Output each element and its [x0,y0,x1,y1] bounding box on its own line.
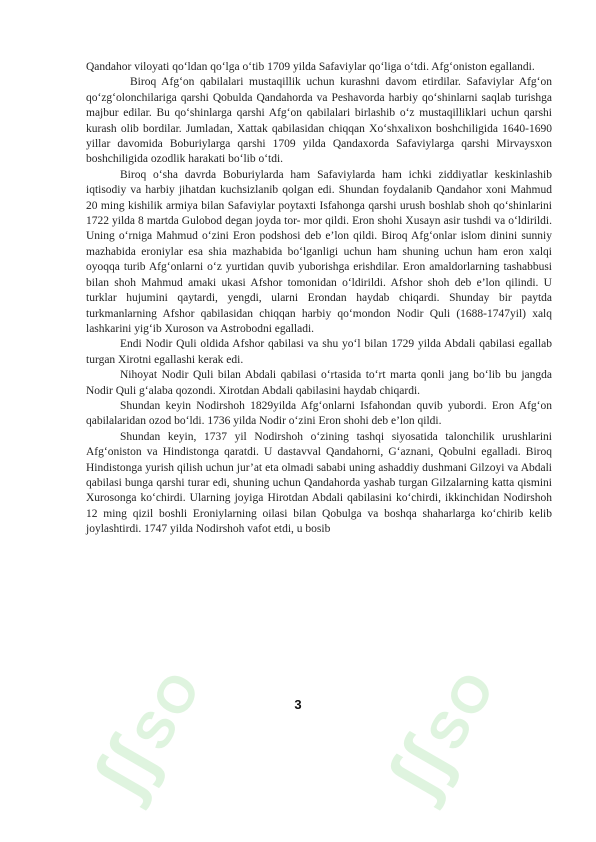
paragraph: Qandahor viloyati qo‘ldan qo‘lga o‘tib 1709 yilda Safaviylar qo‘liga o‘tdi. Afg‘oniston egallandi. [86,61,535,73]
paragraph: Nihoyat Nodir Quli bilan Abdali qabilasi o‘rtasida to‘rt marta qonli jang bo‘lib bu jangda Nodir Quli g‘alaba qozondi. Xirotdan Abdali qabilasini haydab chiqardi. [86,369,552,397]
paragraph: Biroq o‘sha davrda Boburiylarda ham Safaviylarda ham ichki ziddiyatlar keskinlashib iqtisodiy va harbiy jihatdan kuchsizlanib qolgan edi. Shundan foydalanib Qandahor xoni Mahmud 20 ming kishilik armiya bilan Safaviylar poytaxti Isfahonga qarshi urush boshlab shoh qo‘shinlarini 1722 yilda 8 martda Gulobod degan joyda tor- mor qildi. Eron shohi Xusayn asir tushdi va o‘ldirildi. Uning o‘rniga Mahmud o‘zini Eron podshosi deb e’lon qildi. Biroq Afg‘onlar islom dinini sunniy mazhabida eroniylar esa shia mazhabida bo‘lganligi uchun ham shuning uchun ham eron xalqi oyoqqa turib Afg‘onlarni o‘z yurtidan quvib yuborishga erishdilar. Eron amaldorlarning tashabbusi bilan shoh Mahmud amaki ukasi Afshor tomonidan o‘ldirildi. Afshor shoh deb e’lon qilindi. U turklar hujumini qaytardi, yengdi, ularni Erondan haydab chiqardi. Shunday bir paytda turkmanlarning Afshor qabilasidan chiqqan harbiy qo‘mondon Nodir Quli (1688-1747yil) xalq lashkarini yig‘ib Xuroson va Astrobodni egalladi. [86,168,552,335]
paragraph: Endi Nodir Quli oldida Afshor qabilasi va shu yo‘l bilan 1729 yilda Abdali qabilasi egallab turgan Xirotni egallashi kerak edi. [86,338,552,366]
paragraph: Shundan keyin Nodirshoh 1829yilda Afg‘onlarni Isfahondan quvib yubordi. Eron Afg‘on qabilalaridan ozod bo‘ldi. 1736 yilda Nodir o‘zini Eron shohi deb e’lon qildi. [86,399,552,428]
watermark-left [78,651,218,811]
watermark-logo-mark: ʃʃ [372,725,469,811]
watermark-logo-mark: ʃʃ [78,725,175,811]
watermark-logo-text: SO [122,660,214,760]
watermark-logo-text: SO [416,660,508,760]
page-number: 3 [294,697,302,712]
paragraph: Shundan keyin, 1737 yil Nodirshoh o‘zining tashqi siyosatida talonchilik urushlarini Afg‘oniston va Hindistonga qaratdi. U dastavval Qandahorni, G‘aznani, Qobulni egalladi. Biroq Hindistonga yurish qilish uchun jur’at eta olmadi sababi uning ashaddiy dushmani Gilzoyi va Abdali qabilasi bunga qarshi turar edi, shuning uchun Qandahorda yashab turgan Gilzalarning katta qismini Xurosonga ko‘chirdi. Ularning joyiga Hirotdan Abdali qabilasini ko‘chirdi, ikkinchidan Nodirshoh 12 ming qizil boshli Eroniylarning oilasi bilan Qobulga va boshqa shaharlarga ko‘chirib kelib joylashtirdi. 1747 yilda Nodirshoh vafot etdi, u bosib [86,430,552,536]
watermark-right [372,651,512,811]
paragraph: Biroq Afg‘on qabilalari mustaqillik uchun kurashni davom etirdilar. Safaviylar Afg‘on qo‘zg‘olonchilariga qarshi Qobulda Qandahorda va Peshavorda harbiy qo‘shinlarni saqlab turishga majbur edilar. Bu qo‘shinlarga qarshi Afg‘on qabilalari birlashib o‘z mustaqilliklari uchun qarshi kurash olib bordilar. Jumladan, Xattak qabilasidan chiqqan Xo‘shxalixon boshchiligida 1640-1690 yillar davomida Boburiylarga qarshi 1709 yilda Qandaxorda Safaviylarga qarshi Mirvaysxon boshchiligida ozodlik harakati bo‘lib o‘tdi. [86,76,552,166]
body-text [86,60,552,538]
